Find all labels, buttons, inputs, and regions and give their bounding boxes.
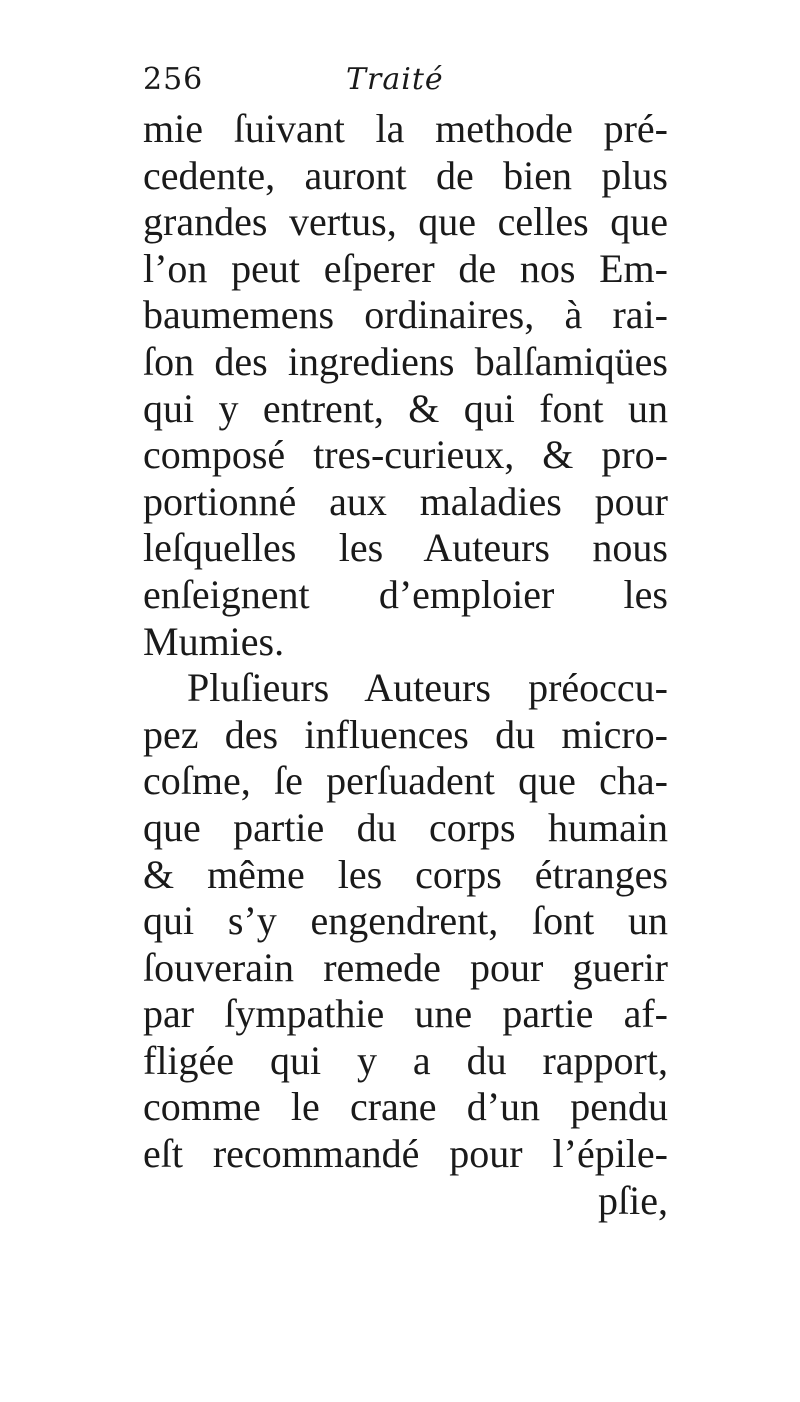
page-number: 256: [143, 62, 204, 97]
page-header: [143, 62, 473, 102]
text-line: qui s’y engendrent, ſont un: [143, 898, 668, 944]
text-line: baumemens ordinaires, à rai-: [143, 292, 668, 338]
text-line: coſme, ſe perſuadent que cha-: [143, 758, 668, 804]
text-line: pez des influences du micro-: [143, 711, 668, 757]
text-line: Mumies.: [143, 618, 285, 664]
text-line: enſeignent d’emploier les: [143, 571, 668, 617]
text-line: mie ſuivant la methode pré-: [143, 106, 668, 151]
text-line: fligée qui y a du rapport,: [143, 1037, 668, 1083]
text-line: par ſympathie une partie af-: [143, 991, 668, 1037]
running-title: Traité: [346, 62, 444, 97]
text-line: qui y entrent, & qui font un: [143, 385, 668, 431]
text-line: composé tres-curieux, & pro-: [143, 432, 668, 478]
text-line: cedente, auront de bien plus: [143, 152, 668, 198]
text-line: portionné aux maladies pour: [143, 478, 668, 524]
text-line: Pluſieurs Auteurs préoccu-: [187, 665, 668, 711]
text-line: ſouverain remede pour guerir: [143, 944, 668, 990]
text-line: & même les corps étranges: [143, 851, 668, 897]
text-line: eſt recommandé pour l’épile-: [143, 1131, 668, 1177]
text-line: ſon des ingrediens balſamiqües: [143, 338, 668, 384]
body-text: [143, 106, 668, 1224]
text-line: leſquelles les Auteurs nous: [143, 525, 668, 571]
text-line: comme le crane d’un pendu: [143, 1084, 668, 1130]
text-line: que partie du corps humain: [143, 804, 668, 850]
catchword: pſie,: [598, 1177, 668, 1223]
text-line: l’on peut eſperer de nos Em-: [143, 245, 668, 291]
text-line: grandes vertus, que celles que: [143, 199, 668, 245]
